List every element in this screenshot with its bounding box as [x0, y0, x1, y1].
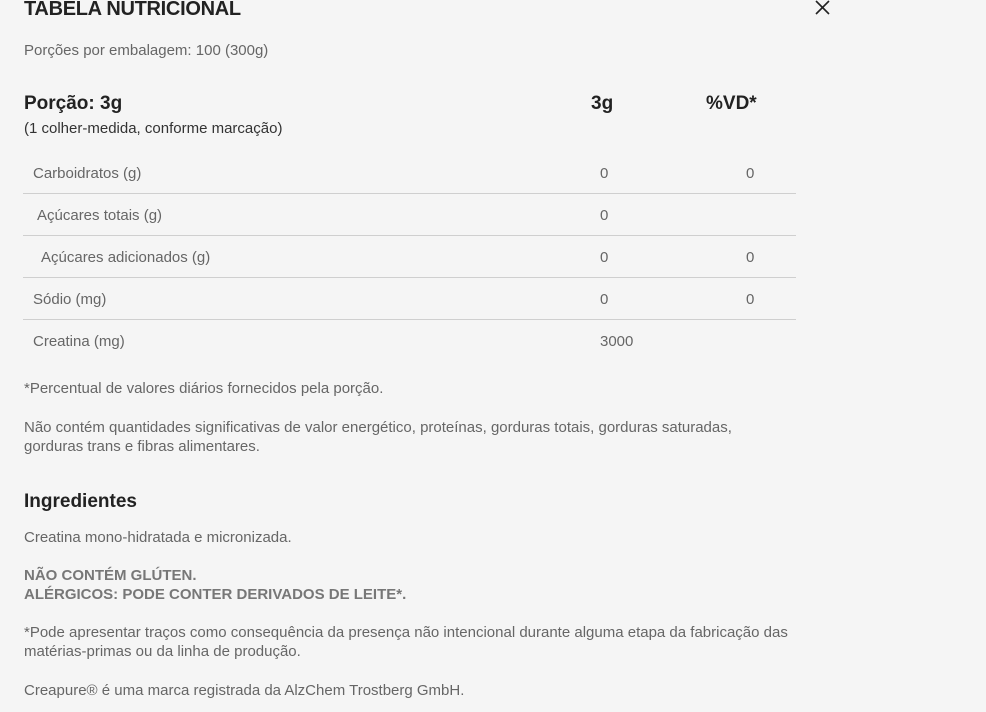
- allergens-warning: ALÉRGICOS: PODE CONTER DERIVADOS DE LEITE*.: [24, 586, 407, 603]
- ingredients-text: Creatina mono-hidratada e micronizada.: [24, 529, 292, 546]
- page-title: TABELA NUTRICIONAL: [24, 0, 241, 20]
- nutrient-vd: 0: [746, 165, 755, 182]
- nutrient-amount: 0: [600, 291, 609, 308]
- close-icon: [812, 0, 832, 18]
- nutrient-name: Sódio (mg): [33, 291, 107, 308]
- nutrient-amount: 0: [600, 207, 609, 224]
- serving-note: (1 colher-medida, conforme marcação): [24, 120, 283, 137]
- column-amount-header: 3g: [591, 93, 614, 114]
- nutrient-name: Açúcares adicionados (g): [41, 249, 211, 266]
- table-row: [23, 320, 796, 361]
- column-vd-header: %VD*: [706, 93, 757, 114]
- nutrient-vd: 0: [746, 249, 755, 266]
- traces-note: *Pode apresentar traços como consequência da presença não intencional durante alguma etapa da fabricação das matérias-primas ou da linha de produção.: [24, 624, 788, 660]
- portions-per-package: Porções por embalagem: 100 (300g): [24, 42, 269, 59]
- nutrient-name: Açúcares totais (g): [37, 207, 163, 224]
- nutrient-name: Creatina (mg): [33, 333, 125, 350]
- nutrient-name: Carboidratos (g): [33, 165, 142, 182]
- nutrient-amount: 3000: [600, 333, 634, 350]
- table-row: [23, 152, 796, 194]
- serving-header: [24, 93, 796, 137]
- not-contains-note: Não contém quantidades significativas de valor energético, proteínas, gorduras totais, gorduras saturadas, gorduras trans e fibras alimentares.: [24, 419, 732, 455]
- serving-label: Porção: 3g: [24, 93, 123, 114]
- nutrition-table: [23, 152, 796, 361]
- table-row: [23, 278, 796, 320]
- nutrient-amount: 0: [600, 165, 609, 182]
- trademark-note: Creapure® é uma marca registrada da AlzChem Trostberg GmbH.: [24, 682, 465, 699]
- ingredients-heading: Ingredientes: [24, 491, 137, 512]
- close-button[interactable]: [812, 0, 832, 18]
- gluten-warning: NÃO CONTÉM GLÚTEN.: [24, 567, 197, 584]
- nutrient-amount: 0: [600, 249, 609, 266]
- table-row: [23, 194, 796, 236]
- nutrient-vd: 0: [746, 291, 755, 308]
- vd-footnote: *Percentual de valores diários fornecidos pela porção.: [24, 380, 384, 397]
- table-row: [23, 236, 796, 278]
